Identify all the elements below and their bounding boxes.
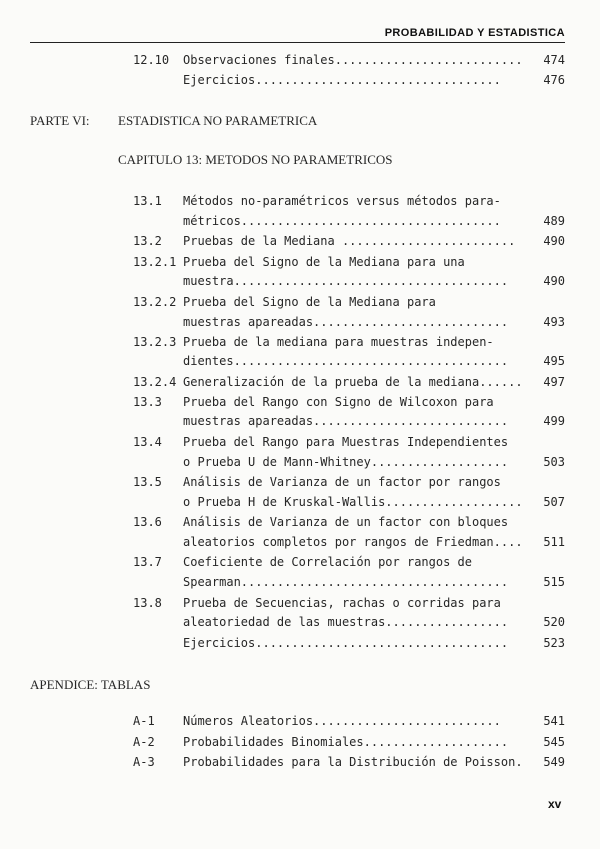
toc-title: Ejercicios.................................. <box>183 73 501 87</box>
toc-number: 13.3 <box>133 395 162 409</box>
toc-page: 497 <box>543 375 565 389</box>
toc-page: 495 <box>543 354 565 368</box>
page-number: xv <box>548 797 562 811</box>
toc-page: 520 <box>543 615 565 629</box>
toc-page: 541 <box>543 714 565 728</box>
toc-title: Coeficiente de Correlación por rangos de <box>183 555 472 569</box>
toc-number: 13.7 <box>133 555 162 569</box>
toc-title: Análisis de Varianza de un factor por rangos <box>183 475 501 489</box>
toc-page: 493 <box>543 315 565 329</box>
toc-title: o Prueba U de Mann-Whitney................... <box>183 455 509 469</box>
toc-number: 13.2.2 <box>133 295 177 309</box>
toc-title: Prueba del Signo de la Mediana para una <box>183 255 465 269</box>
toc-title: muestras apareadas........................... <box>183 414 509 428</box>
part-label: PARTE VI: <box>30 113 90 128</box>
toc-page: 549 <box>543 755 565 769</box>
toc-title: Observaciones finales.......................... <box>183 53 523 67</box>
toc-title: Prueba de la mediana para muestras indepen- <box>183 335 494 349</box>
toc-page: 545 <box>543 735 565 749</box>
toc-title: Prueba del Rango para Muestras Independientes <box>183 435 509 449</box>
toc-page: 489 <box>543 214 565 228</box>
part-title: ESTADISTICA NO PARAMETRICA <box>118 113 318 128</box>
toc-page: 474 <box>543 53 565 67</box>
toc-title: Prueba de Secuencias, rachas o corridas para <box>183 596 501 610</box>
toc-title: Prueba del Rango con Signo de Wilcoxon para <box>183 395 494 409</box>
toc-number: 13.6 <box>133 515 162 529</box>
toc-title: Números Aleatorios.......................... <box>183 714 501 728</box>
header-rule <box>30 42 565 43</box>
toc-page: 490 <box>543 234 565 248</box>
toc-number: 12.10 <box>133 53 170 67</box>
toc-number: A-1 <box>133 714 155 728</box>
appendix-title: APENDICE: TABLAS <box>30 677 151 692</box>
running-header: PROBABILIDAD Y ESTADISTICA <box>384 27 565 39</box>
toc-title: Generalización de la prueba de la mediana...... <box>183 375 523 389</box>
toc-number: 13.4 <box>133 435 162 449</box>
toc-number: 13.1 <box>133 194 162 208</box>
toc-number: 13.2.3 <box>133 335 177 349</box>
toc-title: Probabilidades para la Distribución de Poisson. <box>183 755 523 769</box>
toc-number: 13.5 <box>133 475 162 489</box>
toc-title: Spearman..................................... <box>183 575 509 589</box>
toc-title: aleatorios completos por rangos de Friedman.... <box>183 535 523 549</box>
toc-number: A-3 <box>133 755 155 769</box>
toc-title: Métodos no-paramétricos versus métodos para- <box>183 194 501 208</box>
toc-page: 523 <box>543 636 565 650</box>
toc-page: 503 <box>543 455 565 469</box>
chapter-title: CAPITULO 13: METODOS NO PARAMETRICOS <box>118 152 393 167</box>
toc-page: 507 <box>543 495 565 509</box>
toc-number: 13.8 <box>133 596 162 610</box>
toc-title: Pruebas de la Mediana ........................ <box>183 234 516 248</box>
toc-page: 515 <box>543 575 565 589</box>
toc-title: aleatoriedad de las muestras................. <box>183 615 509 629</box>
toc-number: 13.2.4 <box>133 375 177 389</box>
toc-title: muestras apareadas........................... <box>183 315 509 329</box>
toc-title: métricos.................................... <box>183 214 501 228</box>
toc-title: o Prueba H de Kruskal-Wallis................... <box>183 495 523 509</box>
toc-title: muestra...................................... <box>183 274 509 288</box>
toc-title: dientes...................................... <box>183 354 509 368</box>
toc-page: 499 <box>543 414 565 428</box>
toc-title: Probabilidades Binomiales.................... <box>183 735 509 749</box>
toc-number: A-2 <box>133 735 155 749</box>
toc-page: 490 <box>543 274 565 288</box>
toc-title: Análisis de Varianza de un factor con bloques <box>183 515 509 529</box>
toc-title: Prueba del Signo de la Mediana para <box>183 295 436 309</box>
toc-page: 511 <box>543 535 565 549</box>
toc-number: 13.2 <box>133 234 162 248</box>
toc-title: Ejercicios................................... <box>183 636 509 650</box>
toc-page: 476 <box>543 73 565 87</box>
toc-number: 13.2.1 <box>133 255 177 269</box>
